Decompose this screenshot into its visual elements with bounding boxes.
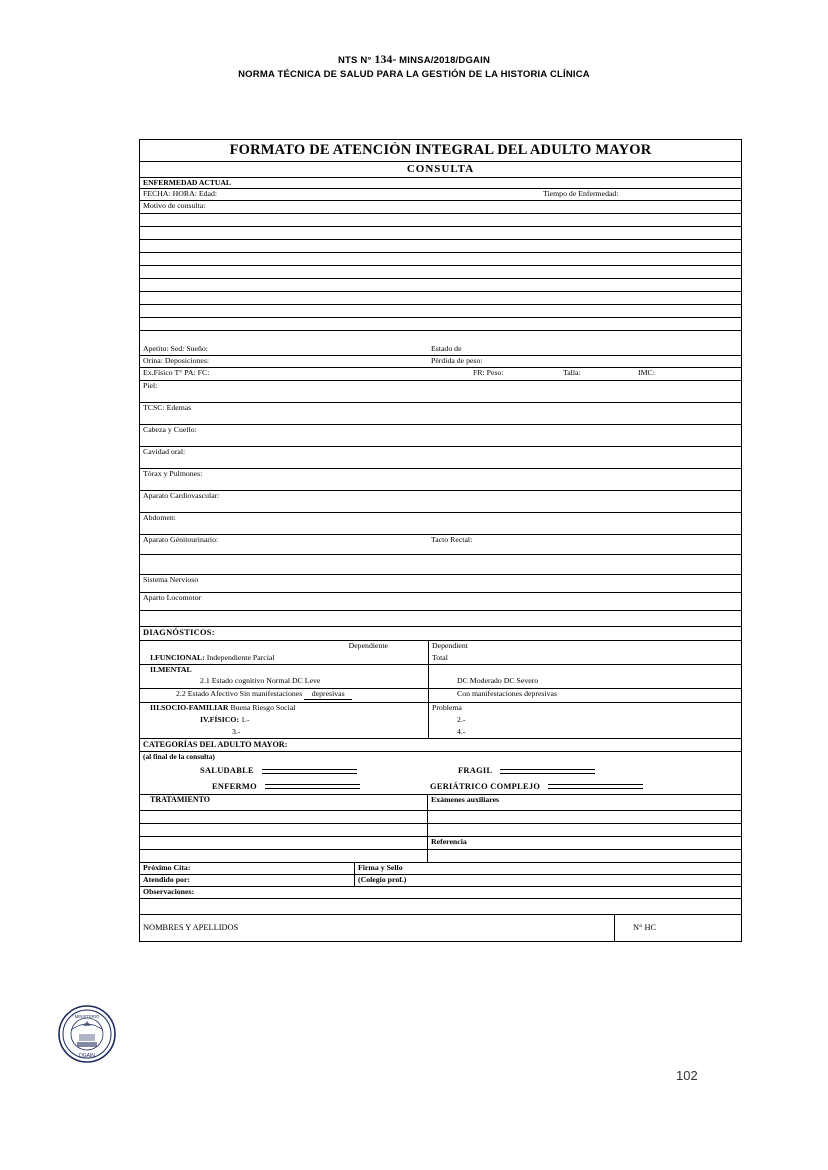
blank-line-cell[interactable] <box>140 305 741 317</box>
section-enfermedad-actual-row <box>140 178 741 189</box>
cavidad-oral-row <box>140 447 741 469</box>
blank-line-cell[interactable] <box>140 240 741 252</box>
observaciones-blank-row <box>140 899 741 915</box>
socio-familiar-row <box>140 703 741 715</box>
categorias-header-row <box>140 739 741 752</box>
ex-fisico-row <box>140 368 741 381</box>
fr-peso-field[interactable]: FR: Peso: <box>473 368 504 377</box>
mental-right-blank[interactable] <box>428 665 741 676</box>
fisico-item-4[interactable]: 4.- <box>428 727 741 738</box>
estado-afectivo-label: 2.2 Estado Afectivo Sin manifestaciones <box>176 689 303 698</box>
blank-line[interactable] <box>140 279 741 292</box>
genitourinario-blank-row[interactable] <box>140 555 741 575</box>
blank-line-cell[interactable] <box>140 318 741 330</box>
page-number: 102 <box>676 1068 698 1083</box>
form-title-row <box>140 140 741 162</box>
form-subtitle: CONSULTA <box>406 163 475 176</box>
fisico-item-2[interactable]: 2.- <box>428 715 741 727</box>
header-line-1 <box>0 52 828 68</box>
sistema-nervioso-row <box>140 575 741 593</box>
nts-number: 134- <box>374 52 397 66</box>
al-final-label: (al final de la consulta) <box>143 752 215 761</box>
proximo-cita-label[interactable]: Próximo Cita: <box>140 863 355 874</box>
diagnosticos-header-row <box>140 627 741 641</box>
blank-line-cell[interactable] <box>140 611 741 626</box>
genitourinario-row <box>140 535 741 555</box>
blank-line-cell[interactable] <box>140 266 741 278</box>
tratamiento-input-2[interactable] <box>140 824 428 836</box>
estado-afectivo-cell[interactable] <box>140 689 428 702</box>
tcsc-edemas-field[interactable]: TCSC: Edemas <box>143 403 192 412</box>
referencia-label: Referencia <box>431 837 467 846</box>
blank-line-cell[interactable] <box>140 253 741 265</box>
con-manifestaciones-field[interactable]: Con manifestaciones depresivas <box>428 689 741 702</box>
fisico-cell-1[interactable] <box>140 715 428 727</box>
blank-line-cell[interactable] <box>140 555 741 574</box>
document-header <box>0 52 828 82</box>
section-enfermedad-actual-label: ENFERMEDAD ACTUAL <box>143 178 231 187</box>
apetito-row <box>140 344 741 356</box>
atendido-por-row <box>140 875 741 887</box>
torax-pulmones-row <box>140 469 741 491</box>
blank-line[interactable] <box>140 305 741 318</box>
form-title: FORMATO DE ATENCIÓN INTEGRAL DEL ADULTO MAYOR <box>229 141 652 158</box>
tratamiento-input-3[interactable] <box>140 837 428 849</box>
funcional-cell[interactable] <box>140 653 428 664</box>
blank-line-cell[interactable] <box>140 279 741 291</box>
blank-line[interactable] <box>140 292 741 305</box>
blank-line-cell[interactable] <box>140 214 741 226</box>
fragil-cell[interactable] <box>428 765 741 777</box>
form-subtitle-row <box>140 162 741 178</box>
tratamiento-line-1 <box>140 811 741 824</box>
fisico-item-1: 1.- <box>241 715 250 724</box>
svg-text:DGAIN: DGAIN <box>79 1053 95 1059</box>
saludable-cell[interactable] <box>140 765 428 777</box>
fecha-row <box>140 189 741 201</box>
enfermo-label: ENFERMO <box>212 781 257 791</box>
saludable-label: SALUDABLE <box>200 766 254 776</box>
diagnosticos-label: DIAGNÓSTICOS: <box>143 628 215 637</box>
tratamiento-line-2 <box>140 824 741 837</box>
aparato-genitourinario-field[interactable]: Aparato Génitourinario: <box>143 535 219 544</box>
enfermo-cell[interactable] <box>140 781 428 793</box>
examenes-auxiliares-label: Exámenes auxiliares <box>431 795 500 804</box>
nhc-field[interactable]: N° HC <box>633 923 657 933</box>
blank-line[interactable] <box>140 331 741 344</box>
observaciones-label[interactable]: Observaciones: <box>143 887 195 896</box>
orina-row <box>140 356 741 368</box>
sistema-nervioso-field[interactable]: Sistema Nervioso <box>143 575 199 584</box>
geriatrico-line[interactable] <box>548 784 643 789</box>
fisico-row-2 <box>140 727 741 739</box>
motivo-consulta-label[interactable]: Motivo de consulta: <box>143 201 206 210</box>
examenes-input-2[interactable] <box>428 824 741 836</box>
tiempo-enfermedad-field[interactable]: Tiempo de Enfermedad: <box>543 189 619 198</box>
socio-familiar-cell[interactable] <box>140 703 428 715</box>
blank-line[interactable] <box>140 227 741 240</box>
examenes-input-1[interactable] <box>428 811 741 823</box>
imc-field[interactable]: IMC: <box>638 368 655 377</box>
afectivo-row <box>140 689 741 703</box>
observaciones-row <box>140 887 741 899</box>
form-table <box>139 139 742 942</box>
apetito-field[interactable]: Apetito: Sed: Sueño: <box>143 344 208 353</box>
torax-pulmones-field[interactable]: Tórax y Pulmones: <box>143 469 203 478</box>
categorias-label: CATEGORÍAS DEL ADULTO MAYOR: <box>143 740 288 749</box>
cavidad-oral-field[interactable]: Cavidad oral: <box>143 447 186 456</box>
locomotor-blank-row[interactable] <box>140 611 741 627</box>
blank-line[interactable] <box>140 214 741 227</box>
nombres-row <box>140 915 741 941</box>
dc-moderado-severo-field[interactable]: DC Moderado DC Severo <box>428 676 741 688</box>
enfermo-line[interactable] <box>265 784 360 789</box>
funcional-label: I.FUNCIONAL: <box>150 653 205 662</box>
enfermo-geriatrico-row <box>140 779 741 795</box>
cabeza-cuello-field[interactable]: Cabeza y Cuello: <box>143 425 197 434</box>
blank-line-cell[interactable] <box>140 227 741 239</box>
referencia-input[interactable] <box>428 850 741 862</box>
aparato-locomotor-field[interactable]: Aparto Locomotor <box>143 593 202 602</box>
fisico-item-3[interactable]: 3.- <box>232 727 241 736</box>
dependiente-header-row <box>140 641 741 653</box>
estado-de-field[interactable]: Estado de <box>431 344 462 353</box>
geriatrico-complejo-label: GERIÁTRICO COMPLEJO <box>430 781 541 791</box>
motivo-consulta-row <box>140 201 741 214</box>
saludable-fragil-row <box>140 763 741 779</box>
talla-field[interactable]: Talla: <box>563 368 581 377</box>
blank-line[interactable] <box>140 266 741 279</box>
funcional-value: Independiente Parcial <box>206 653 275 662</box>
piel-row <box>140 381 741 403</box>
cabeza-cuello-row <box>140 425 741 447</box>
dependiente-label: Dependiente <box>348 641 388 650</box>
abdomen-row <box>140 513 741 535</box>
aparato-locomotor-row <box>140 593 741 611</box>
socio-familiar-label: III.SOCIO-FAMILIAR <box>150 703 229 712</box>
aparato-cardiovascular-field[interactable]: Aparato Cardiovascular: <box>143 491 220 500</box>
blank-line-cell[interactable] <box>140 292 741 304</box>
blank-line[interactable] <box>140 318 741 331</box>
mental-row <box>140 665 741 676</box>
tratamiento-input-4[interactable] <box>140 850 428 862</box>
proxima-cita-row <box>140 863 741 875</box>
orina-deposiciones-field[interactable]: Orina: Deposiciones: <box>143 356 210 365</box>
socio-familiar-value: Buena Riesgo Social <box>230 703 296 712</box>
dependient-label: Dependient <box>428 641 741 653</box>
mental-label: II.MENTAL <box>150 665 192 674</box>
observaciones-input[interactable] <box>140 899 741 914</box>
fragil-line[interactable] <box>500 769 595 774</box>
blank-line-cell[interactable] <box>140 331 741 344</box>
tacto-rectal-field[interactable]: Tacto Rectal: <box>431 535 473 544</box>
ministry-seal <box>57 1004 117 1064</box>
motivo-blank-lines <box>140 214 741 344</box>
tratamiento-label: TRATAMIENTO <box>140 795 428 810</box>
fisico-label: IV.FÍSICO: <box>200 715 240 724</box>
ex-fisico-field[interactable]: Ex.Físico T° PA: FC: <box>143 368 210 377</box>
colegio-prof-label: (Colegio prof.) <box>358 875 407 884</box>
fecha-hora-edad-field[interactable]: FECHA: HORA: Edad: <box>143 189 218 198</box>
abdomen-field[interactable]: Abdomen: <box>143 513 176 522</box>
nombres-apellidos-field[interactable]: NOMBRES Y APELLIDOS <box>140 915 615 941</box>
geriatrico-cell[interactable] <box>428 781 741 793</box>
nts-suffix: MINSA/2018/DGAIN <box>399 55 491 66</box>
fragil-label: FRAGIL <box>458 766 493 776</box>
referencia-row <box>140 837 741 850</box>
referencia-blank-row <box>140 850 741 863</box>
nts-prefix: NTS N° <box>337 55 372 66</box>
fisico-row-1 <box>140 715 741 727</box>
svg-text:MINISTERIO: MINISTERIO <box>74 1014 100 1019</box>
funcional-total-cell[interactable]: Total <box>428 653 741 664</box>
tratamiento-input-1[interactable] <box>140 811 428 823</box>
firma-sello-label: Firma y Sello <box>358 863 403 872</box>
estado-cognitivo-field[interactable]: 2.1 Estado cognitivo Normal DC Leve <box>200 676 321 685</box>
blank-line[interactable] <box>140 240 741 253</box>
header-line-2: NORMA TÉCNICA DE SALUD PARA LA GESTIÓN DE LA HISTORIA CLÍNICA <box>238 69 590 80</box>
perdida-peso-field[interactable]: Pérdida de peso: <box>431 356 483 365</box>
tratamiento-header-row <box>140 795 741 811</box>
piel-field[interactable]: Piel: <box>143 381 158 390</box>
al-final-row <box>140 752 741 763</box>
tcsc-row <box>140 403 741 425</box>
funcional-row <box>140 653 741 665</box>
atendido-por-label[interactable]: Atendido por: <box>140 875 355 886</box>
cardiovascular-row <box>140 491 741 513</box>
blank-line[interactable] <box>140 253 741 266</box>
cognitivo-row <box>140 676 741 689</box>
problema-cell[interactable]: Problema <box>428 703 741 715</box>
depresivas-value: depresivas <box>304 690 352 700</box>
saludable-line[interactable] <box>262 769 357 774</box>
